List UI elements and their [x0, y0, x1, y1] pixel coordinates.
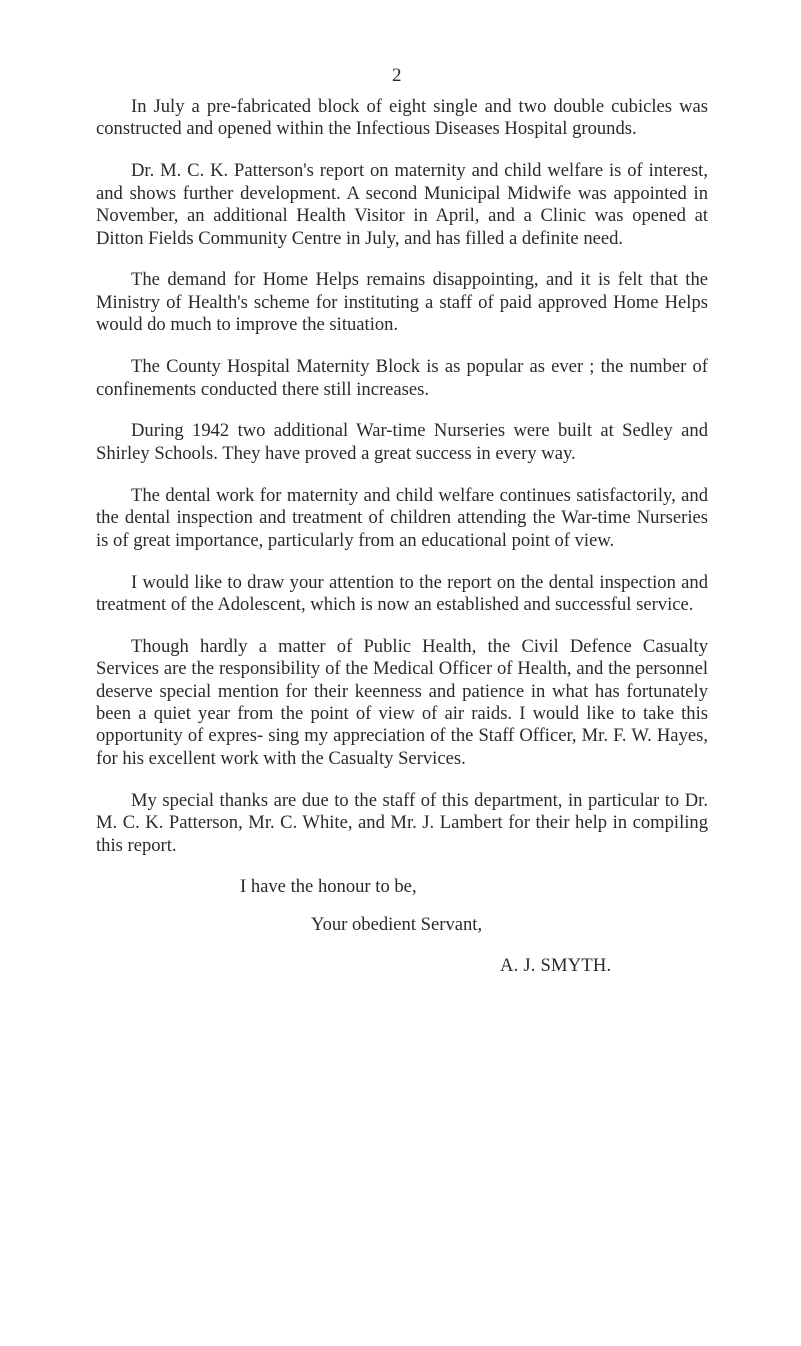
paragraph-thanks: My special thanks are due to the staff of this department, in particular to Dr. M. C. K. Patterson, Mr. C. White, and Mr. J. Lambert for their help in compiling this report.: [96, 789, 708, 856]
paragraph-maternity-child-welfare: Dr. M. C. K. Patterson's report on maternity and child welfare is of interest, and shows further development. A second Municipal Midwife was appointed in November, an additional Health Visitor in April, and a Clinic was opened at Ditton Fields Community Centre in July, and has filled a definite need.: [96, 160, 708, 249]
signature: A. J. SMYTH.: [500, 955, 612, 977]
paragraph-civil-defence: Though hardly a matter of Public Health, the Civil Defence Casualty Services are the responsibility of the Medical Officer of Health, and the personnel deserve special mention for their keenness and patience in what has fortunately been a quiet year from the point of view of air raids. I would like to take this opportunity of expres- sing my appreciation of the Staff Officer, Mr. F. W. Hayes, for his excellent work with the Casualty Services.: [96, 635, 708, 769]
letter-body: [96, 96, 708, 978]
page-number: 2: [392, 65, 402, 86]
closing-honour-line: I have the honour to be,: [240, 876, 417, 898]
paragraph-home-helps: The demand for Home Helps remains disappointing, and it is felt that the Ministry of Health's scheme for instituting a staff of paid approved Home Helps would do much to improve the situation.: [96, 269, 708, 336]
paragraph-infectious-diseases-cubicles: In July a pre-fabricated block of eight single and two double cubicles was constructed and opened within the Infectious Diseases Hospital grounds.: [96, 96, 708, 140]
paragraph-war-time-nurseries: During 1942 two additional War-time Nurseries were built at Sedley and Shirley Schools. They have proved a great success in every way.: [96, 420, 708, 464]
paragraph-county-hospital-maternity: The County Hospital Maternity Block is as popular as ever ; the number of confinements conducted there still increases.: [96, 356, 708, 400]
paragraph-dental-work: The dental work for maternity and child welfare continues satisfactorily, and the dental inspection and treatment of children attending the War-time Nurseries is of great importance, particularly from an educational point of view.: [96, 484, 708, 551]
paragraph-adolescent-dental: I would like to draw your attention to the report on the dental inspection and treatment of the Adolescent, which is now an established and successful service.: [96, 571, 708, 615]
closing-servant-line: Your obedient Servant,: [311, 913, 483, 935]
